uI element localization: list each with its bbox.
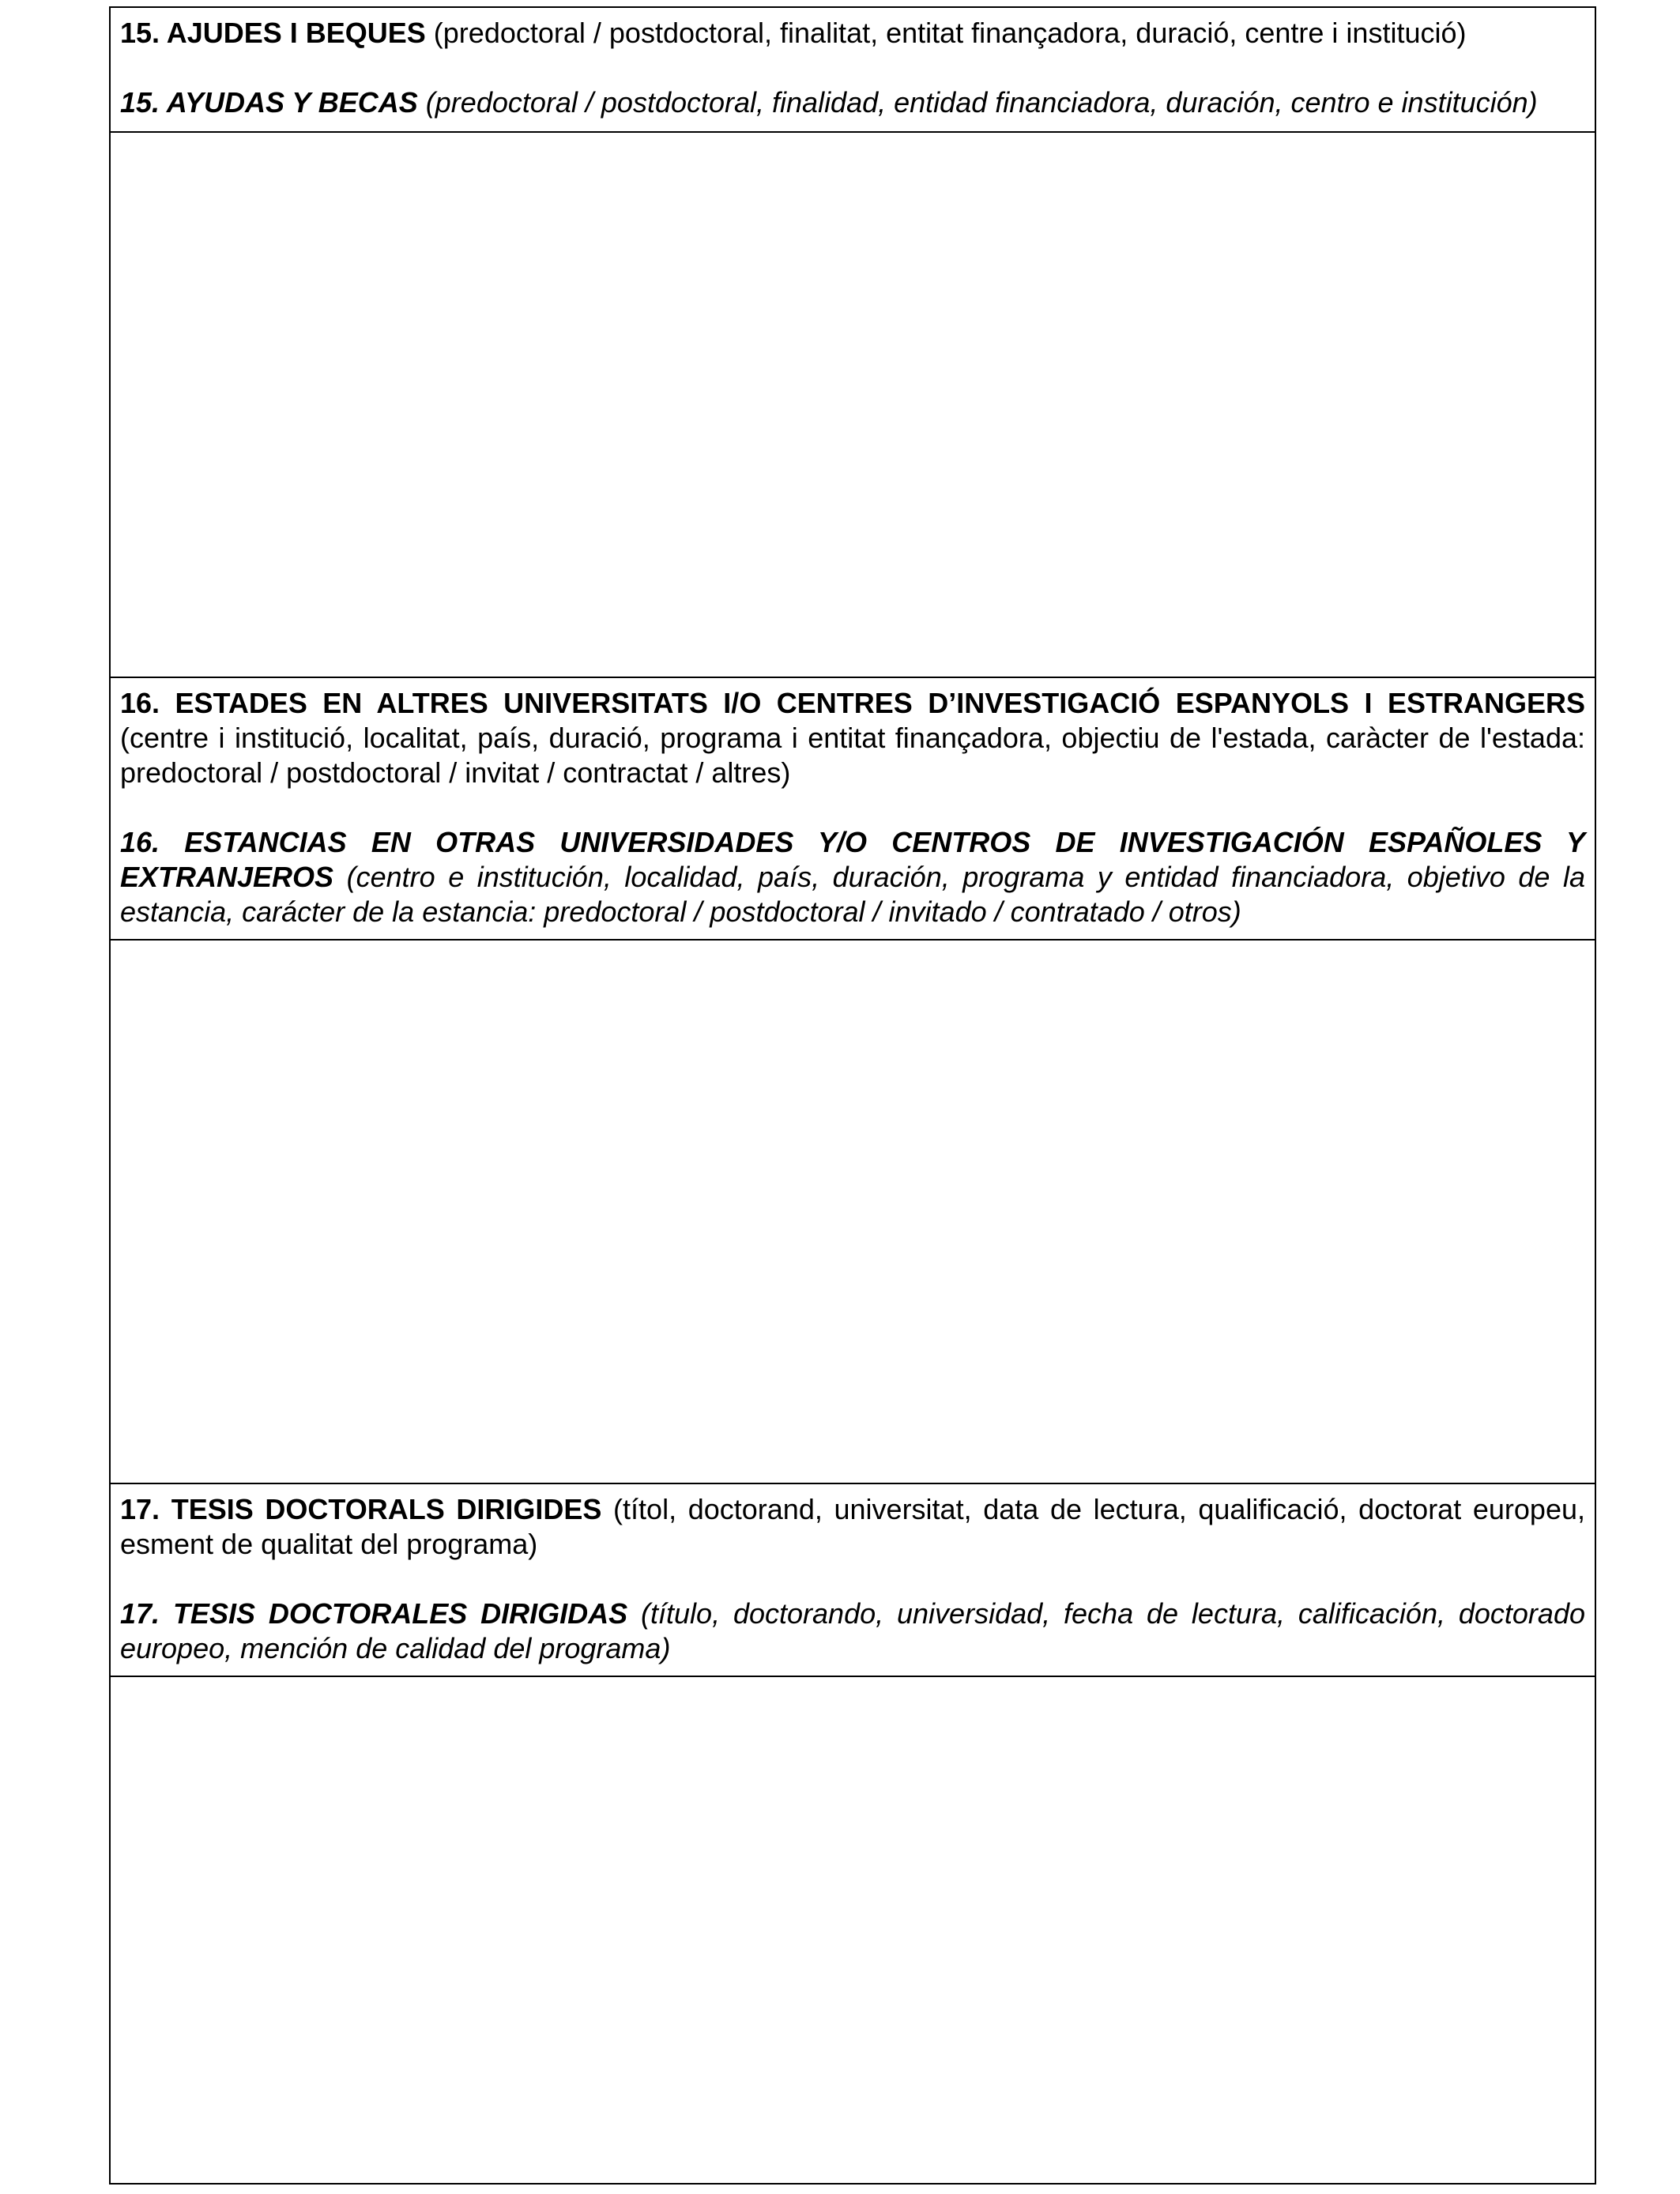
section-17-catalan-description: (títol, doctorand, universitat, data de lectura, qualificació, doctorat europeu, esment de qualitat del programa): [120, 1493, 1585, 1560]
section-15-catalan-title: 15. AJUDES I BEQUES: [120, 17, 426, 49]
section-16-spanish-heading: [120, 825, 1585, 929]
section-16-catalan-description: (centre i institució, localitat, país, duració, programa i entitat finançadora, objectiu de l'estada, caràcter de l'estada: predoctoral / postdoctoral / invitat / contractat / altres): [120, 722, 1585, 789]
section-16-spanish-title: 16. ESTANCIAS EN OTRAS UNIVERSIDADES Y/O CENTROS DE INVESTIGACIÓN ESPAÑOLES Y EXTRANJEROS: [120, 826, 1585, 893]
section-15-spanish-title: 15. AYUDAS Y BECAS: [120, 86, 418, 119]
section-16-header: [111, 678, 1595, 941]
section-16-catalan-heading: [120, 686, 1585, 790]
form-table: [109, 6, 1596, 2185]
section-16-catalan-title: 16. ESTADES EN ALTRES UNIVERSITATS I/O CENTRES D’INVESTIGACIÓ ESPANYOLS I ESTRANGERS: [120, 687, 1585, 719]
section-17-answer-area[interactable]: [111, 1677, 1595, 2183]
section-16-spanish-description: (centro e institución, localidad, país, duración, programa y entidad financiadora, objetivo de la estancia, carácter de la estancia: predoctoral / postdoctoral / invitado / contratado / otros): [120, 861, 1585, 928]
section-17-spanish-description: (título, doctorando, universidad, fecha de lectura, calificación, doctorado europeo, mención de calidad del programa): [120, 1597, 1585, 1664]
section-15-catalan-heading: [120, 16, 1585, 51]
section-15-spanish-description: (predoctoral / postdoctoral, finalidad, entidad financiadora, duración, centro e institución): [417, 86, 1538, 119]
section-15-header: [111, 8, 1595, 133]
section-17-header: [111, 1484, 1595, 1677]
section-17-spanish-heading: [120, 1596, 1585, 1666]
section-17-catalan-title: 17. TESIS DOCTORALS DIRIGIDES: [120, 1493, 602, 1525]
section-17-catalan-heading: [120, 1492, 1585, 1562]
section-15-answer-area[interactable]: [111, 133, 1595, 678]
section-17-spanish-title: 17. TESIS DOCTORALES DIRIGIDAS: [120, 1597, 628, 1630]
section-15-catalan-description: (predoctoral / postdoctoral, finalitat, entitat finançadora, duració, centre i institució): [425, 17, 1467, 49]
section-15-spanish-heading: [120, 85, 1585, 120]
section-16-answer-area[interactable]: [111, 941, 1595, 1484]
